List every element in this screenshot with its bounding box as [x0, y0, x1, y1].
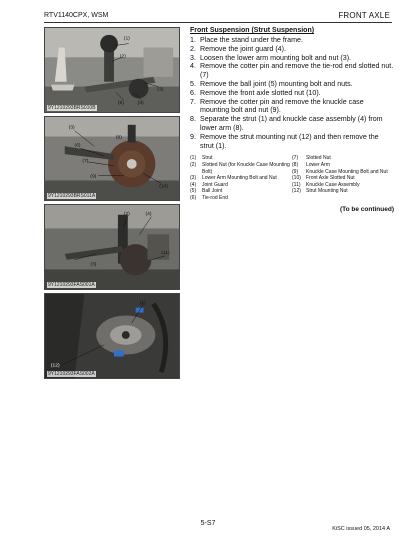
legend-item [190, 162, 292, 175]
continued-note: (To be continued) [339, 205, 394, 213]
legend-value: Slotted Nut (for Knuckle Case Mounting Bolt) [202, 161, 290, 175]
legend-item [190, 155, 292, 162]
photo-strut-mount [44, 293, 180, 379]
photo-caption: 9Y1210293FAS001A [48, 282, 95, 288]
step-number: 5. [190, 79, 196, 88]
legend-column-left [190, 155, 292, 201]
callout-label: (2) [123, 211, 130, 217]
procedure-step [190, 36, 394, 45]
photo-lower-arm [44, 204, 180, 290]
callout-label: (4) [145, 211, 152, 217]
legend-key: (7) [292, 155, 299, 162]
photo-strut-assembly [44, 27, 180, 113]
callout-label: (11) [161, 250, 170, 256]
callout-label: (3) [90, 262, 97, 268]
legend-value: Strut Mounting Nut [306, 188, 348, 195]
procedure-steps [190, 36, 394, 150]
callout-label: (5) [117, 101, 124, 107]
callout-label: (9) [90, 174, 97, 180]
legend-item [292, 155, 394, 162]
legend-key: (1) [190, 155, 197, 162]
step-text: Remove the strut mounting nut (12) and then remove the strut (1). [200, 132, 379, 150]
step-number: 1. [190, 36, 196, 44]
callout-label: (10) [159, 184, 169, 190]
step-text: Remove the cotter pin and remove the tie-rod end slotted nut. (7) [200, 62, 394, 80]
step-number: 2. [190, 44, 196, 53]
step-text: Remove the front axle slotted nut (10). [200, 88, 321, 97]
step-text: Remove the joint guard (4). [200, 44, 286, 53]
header-rule [44, 22, 392, 23]
photo-caption: 9Y1210293BRS011A [48, 193, 96, 199]
procedure-step [190, 133, 394, 151]
doc-id: RTV1140CPX, WSM [44, 12, 109, 19]
issue-note: KiSC issued 05, 2014 A [332, 526, 390, 532]
callout-label: (3) [68, 125, 75, 131]
step-number: 4. [190, 62, 196, 71]
legend-value: Lower Arm Mounting Bolt and Nut [202, 175, 277, 182]
legend-item [292, 169, 394, 176]
procedure-step [190, 98, 394, 116]
photo-caption: 9Y1210293FAS002A [48, 371, 95, 377]
legend-value: Knuckle Case Assembly [306, 181, 360, 188]
legend-item [292, 188, 394, 195]
legend-item [190, 188, 292, 195]
parts-legend [190, 155, 394, 201]
step-text: Remove the cotter pin and remove the knuckle case mounting bolt and nut (9). [200, 97, 364, 115]
legend-value: Slotted Nut [306, 155, 331, 162]
callout-label: (2) [119, 54, 126, 60]
legend-value: Joint Guard [202, 181, 228, 188]
callout-label: (4) [137, 101, 144, 107]
callout-label: (1) [123, 36, 130, 42]
step-text: Loosen the lower arm mounting bolt and nut (3). [200, 53, 352, 62]
procedure-step [190, 54, 394, 63]
legend-key: (2) [190, 161, 197, 168]
procedure-step [190, 45, 394, 54]
legend-key: (4) [190, 181, 197, 188]
step-number: 7. [190, 97, 196, 106]
legend-item [292, 182, 394, 189]
legend-item [190, 182, 292, 189]
section-title: FRONT AXLE [338, 11, 390, 20]
photo-knuckle-case [44, 116, 180, 201]
legend-value: Strut [202, 155, 213, 162]
legend-value: Knuckle Case Mounting Bolt and Nut [306, 168, 388, 175]
procedure-step [190, 80, 394, 89]
callout-label: (1) [139, 300, 146, 306]
legend-key: (9) [292, 168, 299, 175]
legend-key: (3) [190, 175, 197, 182]
legend-item [190, 175, 292, 182]
page-number: 5-S7 [200, 520, 216, 527]
callout-label: (8) [115, 135, 122, 141]
step-number: 3. [190, 53, 196, 62]
legend-value: Ball Joint [202, 188, 223, 195]
procedure-title: Front Suspension (Strut Suspension) [190, 27, 315, 34]
legend-key: (11) [292, 181, 301, 188]
procedure-section [190, 27, 394, 213]
step-text: Remove the ball joint (5) mounting bolt and nuts. [200, 79, 353, 88]
legend-item [190, 195, 292, 202]
legend-key: (12) [292, 188, 301, 195]
procedure-step [190, 115, 394, 133]
procedure-step [190, 62, 394, 80]
legend-value: Front Axle Slotted Nut [306, 175, 355, 182]
callout-label: (6) [74, 143, 81, 149]
photo-caption: 9Y1210293BRS010B [48, 105, 96, 111]
callout-label: (3) [157, 87, 164, 93]
procedure-step [190, 89, 394, 98]
legend-key: (8) [292, 161, 299, 168]
legend-value: Lower Arm [306, 161, 330, 168]
step-number: 8. [190, 115, 196, 124]
legend-key: (6) [190, 194, 197, 201]
callout-label: (12) [50, 363, 60, 369]
legend-column-right [292, 155, 394, 201]
legend-value: Tie-rod End [202, 194, 228, 201]
legend-item [292, 175, 394, 182]
step-text: Place the stand under the frame. [200, 36, 303, 44]
legend-key: (10) [292, 175, 301, 182]
legend-key: (5) [190, 188, 197, 195]
step-text: Separate the strut (1) and knuckle case assembly (4) from lower arm (8). [200, 115, 383, 132]
step-number: 6. [190, 88, 196, 97]
callout-label: (7) [82, 158, 89, 164]
legend-item [292, 162, 394, 169]
step-number: 9. [190, 132, 196, 141]
